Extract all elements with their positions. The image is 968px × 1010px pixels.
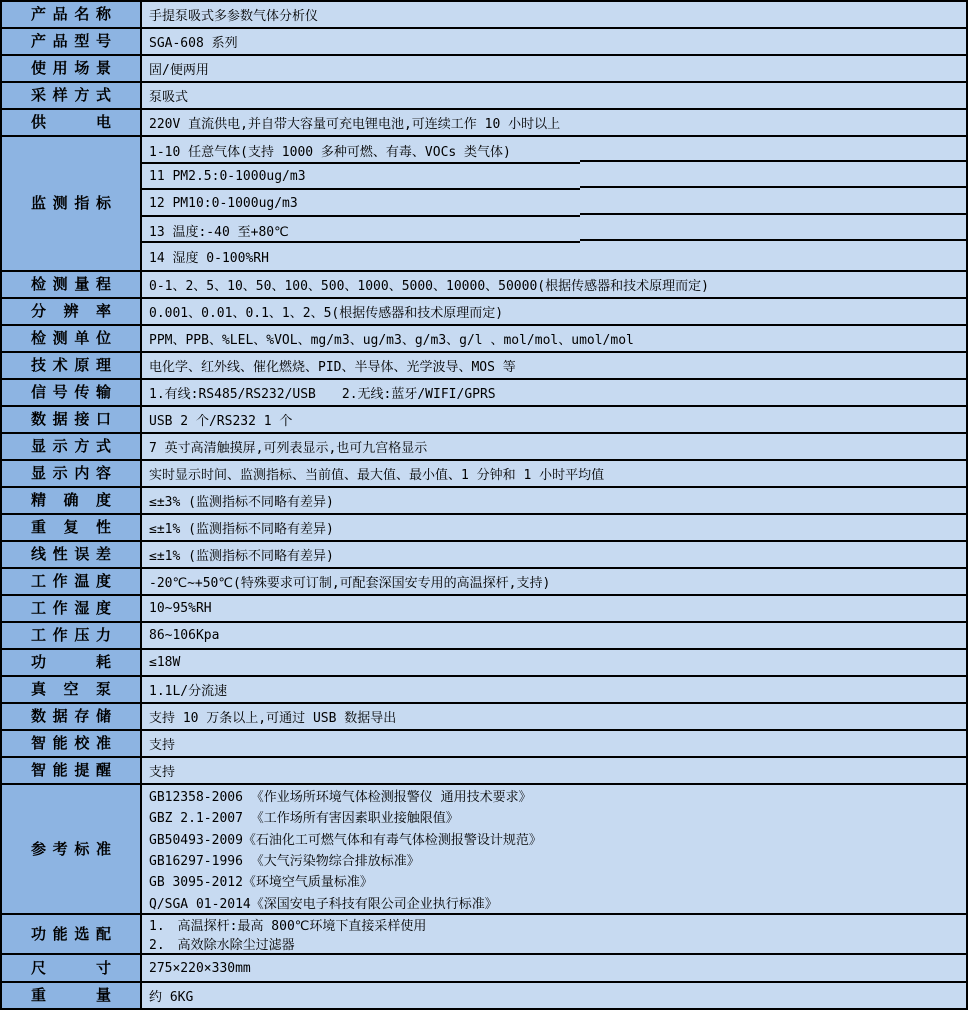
row-value-cell xyxy=(142,272,966,297)
row-value: 手提泵吸式多参数气体分析仪 xyxy=(149,9,319,24)
row-label: 技术原理 xyxy=(31,356,111,375)
row-value-cell xyxy=(142,731,966,756)
row-working-temperature xyxy=(2,569,966,596)
row-label-cell xyxy=(2,983,142,1008)
row-value-cell xyxy=(142,326,966,351)
row-monitoring-indicators xyxy=(2,137,966,272)
row-value: 约 6KG xyxy=(149,990,194,1005)
optional-item-text: 2. 高效除水除尘过滤器 xyxy=(149,938,295,953)
row-label-cell xyxy=(2,353,142,378)
row-value-cell xyxy=(142,110,966,135)
row-label-cell xyxy=(2,650,142,675)
row-label-cell xyxy=(2,569,142,594)
row-label-cell xyxy=(2,915,142,953)
row-weight xyxy=(2,983,966,1010)
row-value: ≤±1% (监测指标不同略有差异) xyxy=(149,549,334,564)
monitor-item xyxy=(142,217,966,244)
row-value: 泵吸式 xyxy=(149,90,189,105)
row-detection-range xyxy=(2,272,966,299)
row-value-cell xyxy=(142,83,966,108)
row-product-name xyxy=(2,2,966,29)
row-label: 监测指标 xyxy=(31,194,111,213)
row-value-cell xyxy=(142,650,966,675)
monitor-item xyxy=(142,137,966,164)
row-smart-reminder xyxy=(2,758,966,785)
row-model xyxy=(2,29,966,56)
row-resolution xyxy=(2,299,966,326)
row-label: 功能选配 xyxy=(31,924,111,943)
row-value-cell xyxy=(142,785,966,913)
row-smart-calibration xyxy=(2,731,966,758)
row-label-cell xyxy=(2,380,142,405)
row-label-cell xyxy=(2,407,142,432)
row-label: 数据存储 xyxy=(31,707,111,726)
row-value-cell xyxy=(142,2,966,27)
row-label-cell xyxy=(2,704,142,729)
row-data-interface xyxy=(2,407,966,434)
row-value-cell xyxy=(142,434,966,459)
row-value-cell xyxy=(142,677,966,702)
standard-item xyxy=(142,828,966,849)
row-label: 智能提醒 xyxy=(31,761,111,780)
row-optional-features xyxy=(2,915,966,955)
row-vacuum-pump xyxy=(2,677,966,704)
row-signal-transmission xyxy=(2,380,966,407)
row-label: 分辨率 xyxy=(31,302,111,321)
row-accuracy xyxy=(2,488,966,515)
row-label: 显示方式 xyxy=(31,437,111,456)
row-value-cell xyxy=(142,380,966,405)
row-value: 220V 直流供电,并自带大容量可充电锂电池,可连续工作 10 小时以上 xyxy=(149,117,561,132)
row-label: 使用场景 xyxy=(31,59,111,78)
row-label: 重复性 xyxy=(31,518,111,537)
row-label-cell xyxy=(2,272,142,297)
row-label-cell xyxy=(2,326,142,351)
row-display-mode xyxy=(2,434,966,461)
row-value: 实时显示时间、监测指标、当前值、最大值、最小值、1 分钟和 1 小时平均值 xyxy=(149,468,605,483)
row-label-cell xyxy=(2,56,142,81)
row-value: ≤18W xyxy=(149,655,181,670)
row-value: ≤±3% (监测指标不同略有差异) xyxy=(149,495,334,510)
optional-item-text: 1. 高温探杆:最高 800℃环境下直接采样使用 xyxy=(149,919,427,934)
row-label-cell xyxy=(2,542,142,567)
standard-item xyxy=(142,892,966,913)
monitor-item xyxy=(142,243,966,270)
row-label: 工作温度 xyxy=(31,572,111,591)
row-label-cell xyxy=(2,731,142,756)
row-value: PPM、PPB、%LEL、%VOL、mg/m3、ug/m3、g/m3、g/l 、mol/mol、umol/mol xyxy=(149,333,634,348)
row-value: 0.001、0.01、0.1、1、2、5(根据传感器和技术原理而定) xyxy=(149,306,504,321)
row-label-cell xyxy=(2,110,142,135)
row-value: 275×220×330mm xyxy=(149,960,251,976)
standard-item xyxy=(142,785,966,806)
row-label: 采样方式 xyxy=(31,86,111,105)
row-working-pressure xyxy=(2,623,966,650)
row-label: 信号传输 xyxy=(31,383,111,402)
row-label: 精确度 xyxy=(31,491,111,510)
standard-item-text: GB16297-1996 《大气污染物综合排放标准》 xyxy=(149,854,420,870)
row-repeatability xyxy=(2,515,966,542)
row-working-humidity xyxy=(2,596,966,623)
row-value-cell xyxy=(142,299,966,324)
row-value: 1.1L/分流速 xyxy=(149,684,228,699)
row-label: 尺寸 xyxy=(31,958,111,977)
row-value: 10~95%RH xyxy=(149,601,212,616)
row-dimensions xyxy=(2,955,966,983)
standard-item-text: GBZ 2.1-2007 《工作场所有害因素职业接触限值》 xyxy=(149,811,459,827)
row-value: 7 英寸高清触摸屏,可列表显示,也可九宫格显示 xyxy=(149,441,428,456)
row-value-cell xyxy=(142,29,966,54)
row-value-cell xyxy=(142,488,966,513)
row-label-cell xyxy=(2,461,142,486)
row-value-cell xyxy=(142,623,966,648)
row-detection-unit xyxy=(2,326,966,353)
standard-item-text: GB50493-2009《石油化工可燃气体和有毒气体检测报警设计规范》 xyxy=(149,832,542,848)
row-label-cell xyxy=(2,515,142,540)
row-value-cell xyxy=(142,569,966,594)
row-label: 数据接口 xyxy=(31,410,111,429)
row-label-cell xyxy=(2,2,142,27)
row-value-cell xyxy=(142,461,966,486)
row-value-cell xyxy=(142,407,966,432)
row-value-cell xyxy=(142,983,966,1008)
row-label-cell xyxy=(2,785,142,913)
row-value-cell xyxy=(142,56,966,81)
standard-item xyxy=(142,806,966,827)
row-value: 86~106Kpa xyxy=(149,628,220,643)
row-power-consumption xyxy=(2,650,966,677)
row-value-cell xyxy=(142,596,966,621)
optional-item xyxy=(142,934,966,953)
monitor-item xyxy=(142,190,966,217)
row-label: 工作压力 xyxy=(31,626,111,645)
row-label-cell xyxy=(2,596,142,621)
row-value-cell xyxy=(142,758,966,783)
row-usage-scenario xyxy=(2,56,966,83)
row-value-cell xyxy=(142,353,966,378)
row-label-cell xyxy=(2,677,142,702)
row-label: 参考标准 xyxy=(31,839,111,858)
standard-item xyxy=(142,870,966,891)
row-value-cell xyxy=(142,915,966,953)
row-label: 功耗 xyxy=(31,653,111,672)
row-value-cell xyxy=(142,137,966,270)
row-label: 显示内容 xyxy=(31,464,111,483)
row-reference-standards xyxy=(2,785,966,915)
standard-item-text: Q/SGA 01-2014《深国安电子科技有限公司企业执行标准》 xyxy=(149,896,498,912)
row-value: 支持 xyxy=(149,765,176,780)
row-value: 固/便两用 xyxy=(149,63,209,78)
row-data-storage xyxy=(2,704,966,731)
monitor-item xyxy=(142,164,966,191)
row-label-cell xyxy=(2,29,142,54)
row-label: 供电 xyxy=(31,113,111,132)
row-value-cell xyxy=(142,515,966,540)
monitor-item-text: 12 PM10:0-1000ug/m3 xyxy=(149,195,298,211)
row-label-cell xyxy=(2,488,142,513)
row-power-supply xyxy=(2,110,966,137)
row-label-cell xyxy=(2,299,142,324)
row-label-cell xyxy=(2,955,142,981)
monitor-item-text: 1-10 任意气体(支持 1000 多种可燃、有毒、VOCs 类气体) xyxy=(149,144,511,160)
row-value: 支持 10 万条以上,可通过 USB 数据导出 xyxy=(149,711,397,726)
row-value-cell xyxy=(142,704,966,729)
row-value: 电化学、红外线、催化燃烧、PID、半导体、光学波导、MOS 等 xyxy=(149,360,516,375)
row-label: 线性误差 xyxy=(31,545,111,564)
row-label: 检测单位 xyxy=(31,329,111,348)
row-value-cell xyxy=(142,542,966,567)
row-label: 工作湿度 xyxy=(31,599,111,618)
row-value: ≤±1% (监测指标不同略有差异) xyxy=(149,522,334,537)
monitor-item-text: 11 PM2.5:0-1000ug/m3 xyxy=(149,169,306,185)
row-label-cell xyxy=(2,434,142,459)
optional-item xyxy=(142,915,966,934)
row-label: 产品名称 xyxy=(31,5,111,24)
row-label: 产品型号 xyxy=(31,32,111,51)
row-label: 智能校准 xyxy=(31,734,111,753)
standard-item-text: GB12358-2006 《作业场所环境气体检测报警仪 通用技术要求》 xyxy=(149,790,532,806)
standard-item-text: GB 3095-2012《环境空气质量标准》 xyxy=(149,875,373,891)
row-label-cell xyxy=(2,623,142,648)
row-value: USB 2 个/RS232 1 个 xyxy=(149,414,293,429)
row-label-cell xyxy=(2,758,142,783)
row-label: 重量 xyxy=(31,986,111,1005)
row-label: 真空泵 xyxy=(31,680,111,699)
monitor-item-text: 14 湿度 0-100%RH xyxy=(149,251,269,267)
row-value: 1.有线:RS485/RS232/USB 2.无线:蓝牙/WIFI/GPRS xyxy=(149,387,496,402)
row-value: SGA-608 系列 xyxy=(149,36,238,51)
row-label-cell xyxy=(2,137,142,270)
row-value: -20℃~+50℃(特殊要求可订制,可配套深国安专用的高温探杆,支持) xyxy=(149,576,551,591)
monitor-item-text: 13 温度:-40 至+80℃ xyxy=(149,224,289,240)
row-value-cell xyxy=(142,955,966,981)
row-value: 支持 xyxy=(149,738,176,753)
row-technical-principle xyxy=(2,353,966,380)
row-linearity-error xyxy=(2,542,966,569)
row-sampling-method xyxy=(2,83,966,110)
row-display-content xyxy=(2,461,966,488)
row-label-cell xyxy=(2,83,142,108)
row-label: 检测量程 xyxy=(31,275,111,294)
row-value: 0-1、2、5、10、50、100、500、1000、5000、10000、50000(根据传感器和技术原理而定) xyxy=(149,279,709,294)
standard-item xyxy=(142,849,966,870)
